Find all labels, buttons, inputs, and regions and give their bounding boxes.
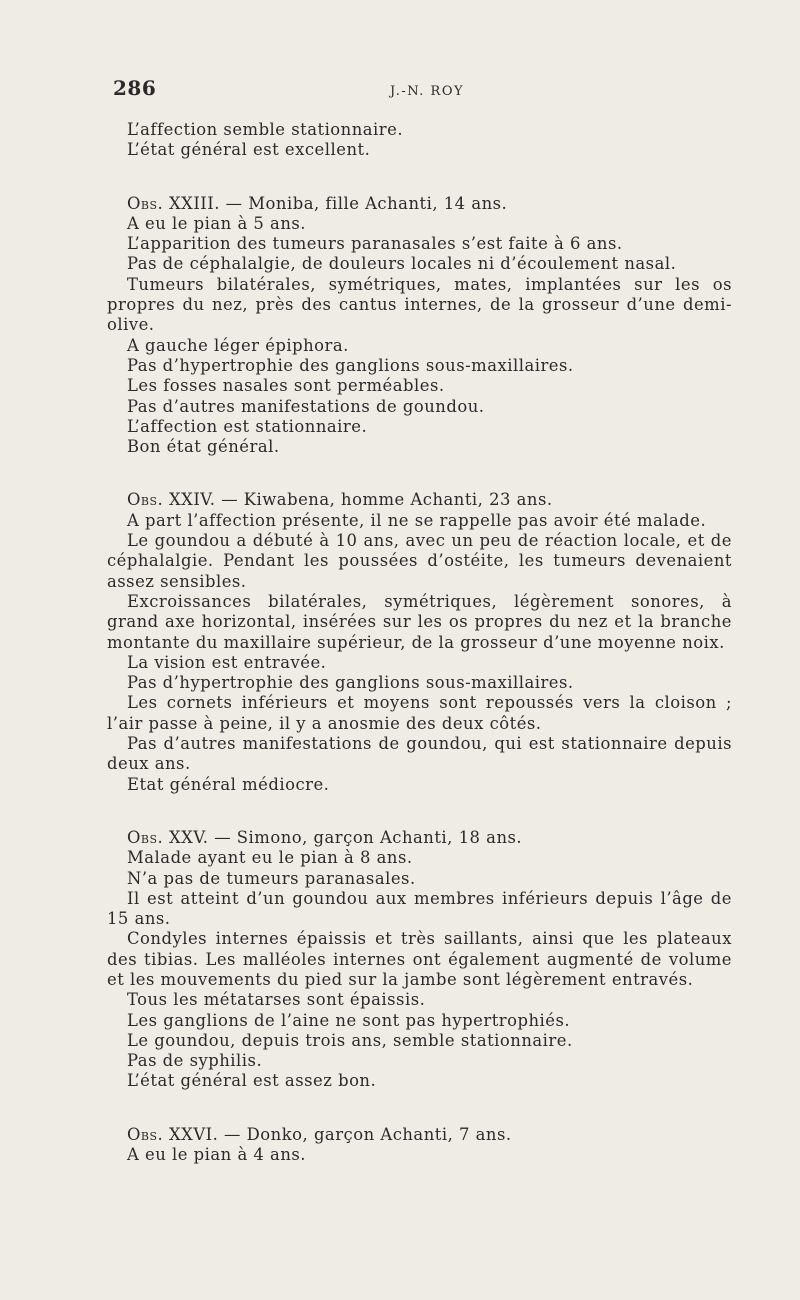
observation-xxvi bbox=[107, 1125, 732, 1166]
text-line: A gauche léger épiphora. bbox=[127, 335, 349, 355]
text-line: L’état général est assez bon. bbox=[127, 1071, 377, 1091]
observation-label: Obs. XXV. bbox=[127, 827, 209, 847]
observation-xxv bbox=[107, 828, 732, 1092]
observation-heading bbox=[107, 828, 732, 848]
text-line: A eu le pian à 5 ans. bbox=[127, 213, 307, 233]
text-line: Pas d’hypertrophie des ganglions sous-maxillaires. bbox=[127, 355, 574, 375]
text-line: Excroissances bilatérales, symétriques, légèrement sonores, à grand axe horizontal, insérées sur les os propres du nez et la branche montante du maxillaire supérieur, de la grosseur d’une moyenne noix. bbox=[107, 591, 732, 652]
observation-xxiv bbox=[107, 490, 732, 794]
text-line: Le goundou, depuis trois ans, semble stationnaire. bbox=[127, 1030, 573, 1050]
observation-label: Obs. XXIV. bbox=[127, 490, 216, 510]
observation-heading bbox=[107, 1125, 732, 1145]
text-line: Les cornets inférieurs et moyens sont repoussés vers la cloison ; l’air passe à peine, il y a anosmie des deux côtés. bbox=[107, 693, 732, 733]
page-header bbox=[0, 76, 800, 106]
observation-title: — Donko, garçon Achanti, 7 ans. bbox=[218, 1124, 512, 1144]
text-line: Pas de syphilis. bbox=[127, 1051, 263, 1071]
text-line: N’a pas de tumeurs paranasales. bbox=[127, 868, 416, 888]
body-text bbox=[107, 120, 732, 1165]
text-line: L’affection est stationnaire. bbox=[127, 416, 368, 436]
observation-heading bbox=[107, 490, 732, 510]
text-line: La vision est entravée. bbox=[127, 652, 327, 672]
observation-title: — Kiwabena, homme Achanti, 23 ans. bbox=[215, 490, 553, 510]
observation-heading bbox=[107, 194, 732, 214]
paragraph-continuation bbox=[107, 120, 732, 161]
text-line: Pas d’autres manifestations de goundou, qui est stationnaire depuis deux ans. bbox=[107, 734, 732, 774]
observation-title: — Moniba, fille Achanti, 14 ans. bbox=[219, 193, 508, 213]
text-line: Pas de céphalalgie, de douleurs locales ni d’écoulement nasal. bbox=[127, 254, 677, 274]
text-line: Tous les métatarses sont épaissis. bbox=[127, 990, 426, 1010]
observation-title: — Simono, garçon Achanti, 18 ans. bbox=[208, 827, 523, 847]
text-line: L’apparition des tumeurs paranasales s’est faite à 6 ans. bbox=[127, 234, 623, 254]
text-line: Malade ayant eu le pian à 8 ans. bbox=[127, 848, 413, 868]
text-line: Tumeurs bilatérales, symétriques, mates, implantées sur les os propres du nez, près des cantus internes, de la grosseur d’une demi-olive. bbox=[107, 274, 732, 335]
text-line: Bon état général. bbox=[127, 437, 280, 457]
page-number: 286 bbox=[113, 76, 157, 100]
text-line: A part l’affection présente, il ne se rappelle pas avoir été malade. bbox=[127, 510, 707, 530]
text-line: Les ganglions de l’aine ne sont pas hypertrophiés. bbox=[127, 1010, 571, 1030]
text-line: Etat général médiocre. bbox=[127, 774, 330, 794]
text-line: Pas d’autres manifestations de goundou. bbox=[127, 396, 485, 416]
text-line: L’état général est excellent. bbox=[127, 140, 371, 160]
text-line: Condyles internes épaissis et très saillants, ainsi que les plateaux des tibias. Les malléoles internes ont également augmenté de volume et les mouvements du pied sur la jambe sont légèrement entravés. bbox=[107, 929, 732, 989]
observation-label: Obs. XXIII. bbox=[127, 193, 220, 213]
text-line: Il est atteint d’un goundou aux membres inférieurs depuis l’âge de 15 ans. bbox=[107, 888, 732, 929]
text-line: Les fosses nasales sont perméables. bbox=[127, 376, 445, 396]
observation-label: Obs. XXVI. bbox=[127, 1124, 219, 1144]
text-line: Le goundou a débuté à 10 ans, avec un peu de réaction locale, et de céphalalgie. Pendant les poussées d’ostéite, les tumeurs devenaient assez sensibles. bbox=[107, 531, 732, 591]
text-line: L’affection semble stationnaire. bbox=[127, 120, 404, 139]
observation-xxiii bbox=[107, 194, 732, 458]
text-line: Pas d’hypertrophie des ganglions sous-maxillaires. bbox=[127, 673, 574, 693]
running-head: J.-N. ROY bbox=[390, 84, 465, 99]
text-line: A eu le pian à 4 ans. bbox=[127, 1145, 307, 1165]
